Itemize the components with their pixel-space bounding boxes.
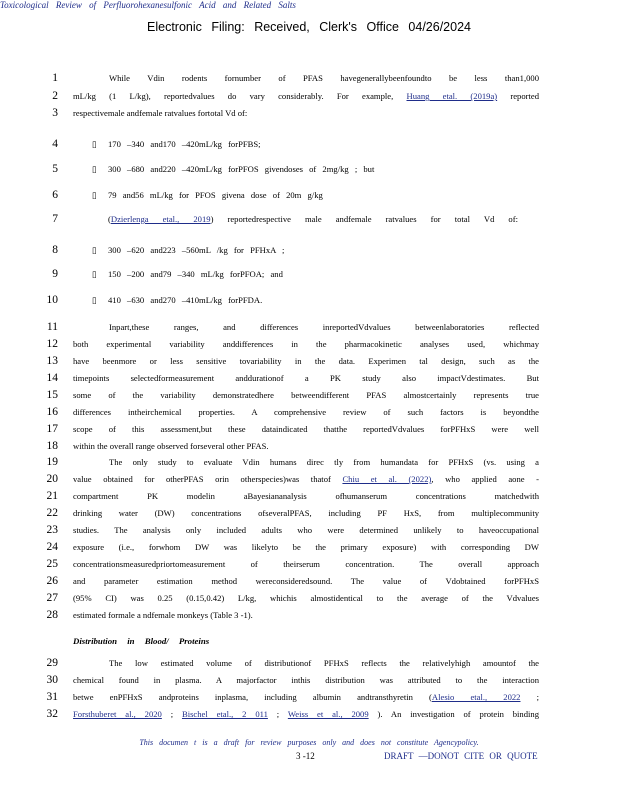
line-number: 9 — [52, 268, 58, 280]
text-run: ) reportedrespective male andfemale ratvalues for total Vd of: — [210, 214, 518, 224]
text-run: 300 –680 and220 –420mL/kg forPFOS givendoses of 2mg/kg ; but — [108, 164, 375, 174]
citation-link[interactable]: Chiu et al. (2022) — [342, 474, 432, 484]
text-run: reported — [497, 91, 539, 101]
text-run: concentrationsmeasuredpriortomeasurement of theirserum concentration. The overall approach — [73, 559, 539, 569]
text-line — [73, 406, 539, 419]
text-run: estimated formale a ndfemale monkeys (Table 3 -1). — [73, 610, 253, 620]
bullet-box-icon: ▯ — [92, 190, 97, 200]
text-run: both experimental variability anddifferences in the pharmacokinetic analyses used, whichmay — [73, 339, 539, 349]
text-run: respectivemale andfemale ratvalues fortotal Vd of: — [73, 108, 248, 118]
line-number: 11 — [46, 321, 58, 333]
citation-link[interactable]: Bischel etal., 2 011 — [181, 709, 268, 719]
line-number: 26 — [46, 575, 58, 587]
text-run: ; — [520, 692, 539, 702]
text-line — [73, 524, 539, 537]
text-run: ). An investigation of protein binding — [368, 709, 539, 719]
line-number: 24 — [46, 541, 58, 553]
line-number: 10 — [46, 294, 58, 306]
line-number: 4 — [52, 138, 58, 150]
citation-link[interactable]: Forsthuberet al., 2020 — [73, 709, 162, 719]
line-number: 16 — [46, 406, 58, 418]
line-number: 27 — [46, 592, 58, 604]
citation-link[interactable]: Dzierlenga etal., 2019 — [110, 214, 211, 224]
text-run: differences intheirchemical properties. A comprehensive review of such factors is beyondthe — [73, 407, 539, 417]
text-run: within the overall range observed forseveral other PFAS. — [73, 441, 269, 451]
bullet-box-icon: ▯ — [92, 295, 97, 305]
page-number: 3 -12 — [296, 751, 315, 761]
text-line — [73, 473, 539, 486]
text-line — [73, 338, 539, 351]
text-line — [92, 268, 512, 281]
line-number: 7 — [52, 213, 58, 225]
line-number: 29 — [46, 657, 58, 669]
bullet-box-icon: ▯ — [92, 164, 97, 174]
text-run: mL/kg (1 L/kg), reportedvalues do vary considerably. For example, — [73, 91, 407, 101]
text-line — [73, 355, 539, 368]
draft-notice: DRAFT —DONOT CITE OR QUOTE — [384, 751, 538, 761]
text-run: scope of this assessment,but these dataindicated thatthe reportedVdvalues forPFHxS were well — [73, 424, 539, 434]
text-line — [73, 507, 539, 520]
text-run: ; — [267, 709, 288, 719]
text-run: 300 –620 and223 –560mL /kg for PFHxA ; — [108, 245, 285, 255]
citation-link[interactable]: Huang etal. (2019a) — [406, 91, 498, 101]
line-number: 17 — [46, 423, 58, 435]
line-number: 15 — [46, 389, 58, 401]
line-number: 20 — [46, 473, 58, 485]
text-run: 150 –200 and79 –340 mL/kg forPFOA; and — [108, 269, 283, 279]
line-number: 2 — [52, 90, 58, 102]
line-number: 6 — [52, 189, 58, 201]
text-line — [73, 708, 539, 721]
line-number: 30 — [46, 674, 58, 686]
text-line — [108, 213, 518, 226]
line-number: 22 — [46, 507, 58, 519]
text-line — [73, 691, 539, 704]
text-line — [73, 372, 539, 385]
line-number: 21 — [46, 490, 58, 502]
text-line — [73, 592, 539, 605]
line-number: 8 — [52, 244, 58, 256]
line-number: 3 — [52, 107, 58, 119]
text-line — [73, 321, 539, 334]
text-run: 79 and56 mL/kg for PFOS givena dose of 20m g/kg — [108, 190, 323, 200]
text-run: studies. The analysis only included adults who were determined unlikely to haveoccupational — [73, 525, 539, 535]
text-run: compartment PK modelin aBayesiananalysis ofhumanserum concentrations matchedwith — [73, 491, 539, 501]
text-line — [92, 244, 512, 257]
text-line — [73, 440, 539, 453]
text-run: While Vdin rodents fornumber of PFAS havegenerallybeenfoundto be less than1,000 — [109, 73, 539, 83]
text-run: betwe enPFHxS andproteins inplasma, including albumin andtransthyretin ( — [73, 692, 432, 702]
text-line — [73, 90, 539, 103]
text-run: ( — [108, 214, 111, 224]
line-number: 5 — [52, 163, 58, 175]
footer-disclaimer: This documen t is a draft for review purposes only and does not constitute Agencypolicy. — [139, 738, 479, 747]
text-run: chemical found in plasma. A majorfactor inthis distribution was attributed to the interaction — [73, 675, 539, 685]
text-line — [92, 189, 512, 202]
text-line — [73, 490, 539, 503]
text-line — [73, 389, 539, 402]
line-number: 12 — [46, 338, 58, 350]
text-line — [73, 72, 539, 85]
text-run: The low estimated volume of distributionof PFHxS reflects the relativelyhigh amountof the — [109, 658, 539, 668]
text-run: (95% CI) was 0.25 (0.15,0.42) L/kg, whichis almostidentical to the average of the Vdvalues — [73, 593, 539, 603]
text-run: The only study to evaluate Vdin humans direc tly from humandata for PFHxS (vs. using a — [109, 457, 539, 467]
text-line — [73, 558, 539, 571]
text-run: 170 –340 and170 –420mL/kg forPFBS; — [108, 139, 261, 149]
text-run: drinking water (DW) concentrations ofseveralPFAS, including PF HxS, from multiplecommunity — [73, 508, 539, 518]
text-run: 410 –630 and270 –410mL/kg forPFDA. — [108, 295, 263, 305]
text-line — [73, 575, 539, 588]
text-line — [92, 163, 512, 176]
line-number: 1 — [52, 72, 58, 84]
line-number: 31 — [46, 691, 58, 703]
text-run: Inpart,these ranges, and differences inreportedVdvalues betweenlaboratories reflected — [109, 322, 539, 332]
line-number: 25 — [46, 558, 58, 570]
text-run: ; — [161, 709, 182, 719]
text-run: exposure (i.e., forwhom DW was likelyto be the primary exposure) with corresponding DW — [73, 542, 539, 552]
bullet-box-icon: ▯ — [92, 269, 97, 279]
bullet-box-icon: ▯ — [92, 245, 97, 255]
running-title: Toxicological Review of Perfluorohexanesulfonic Acid and Related Salts — [0, 0, 296, 10]
text-line — [73, 107, 539, 120]
line-number: 19 — [46, 456, 58, 468]
text-line — [73, 456, 539, 469]
section-subheading: Distribution in Blood/ Proteins — [73, 636, 210, 646]
line-number: 32 — [46, 708, 58, 720]
text-run: , who applied aone - — [431, 474, 540, 484]
line-number: 23 — [46, 524, 58, 536]
text-line — [73, 423, 539, 436]
text-run: and parameter estimation method wereconsideredsound. The value of Vdobtained forPFHxS — [73, 576, 539, 586]
text-run: timepoints selectedformeasurement anddurationof a PK study also impactVdestimates. But — [73, 373, 539, 383]
text-line — [92, 138, 512, 151]
line-number: 13 — [46, 355, 58, 367]
filing-stamp: Electronic Filing: Received, Clerk's Office 04/26/2024 — [147, 20, 471, 34]
text-line — [73, 541, 539, 554]
text-line — [73, 674, 539, 687]
citation-link[interactable]: Alesio etal., 2022 — [431, 692, 521, 702]
text-line — [73, 657, 539, 670]
line-number: 14 — [46, 372, 58, 384]
text-run: some of the variability demonstratedhere betweendifferent PFAS almostcertainly represents true — [73, 390, 539, 400]
citation-link[interactable]: Weiss et al., 2009 — [287, 709, 369, 719]
bullet-box-icon: ▯ — [92, 139, 97, 149]
text-run: have beenmore or less sensitive tovariability in the data. Experimen tal design, such as the — [73, 356, 539, 366]
text-run: value obtained for otherPFAS orin otherspecies)was thatof — [73, 474, 343, 484]
line-number: 28 — [46, 609, 58, 621]
text-line — [73, 609, 539, 622]
line-number: 18 — [46, 440, 58, 452]
text-line — [92, 294, 512, 307]
